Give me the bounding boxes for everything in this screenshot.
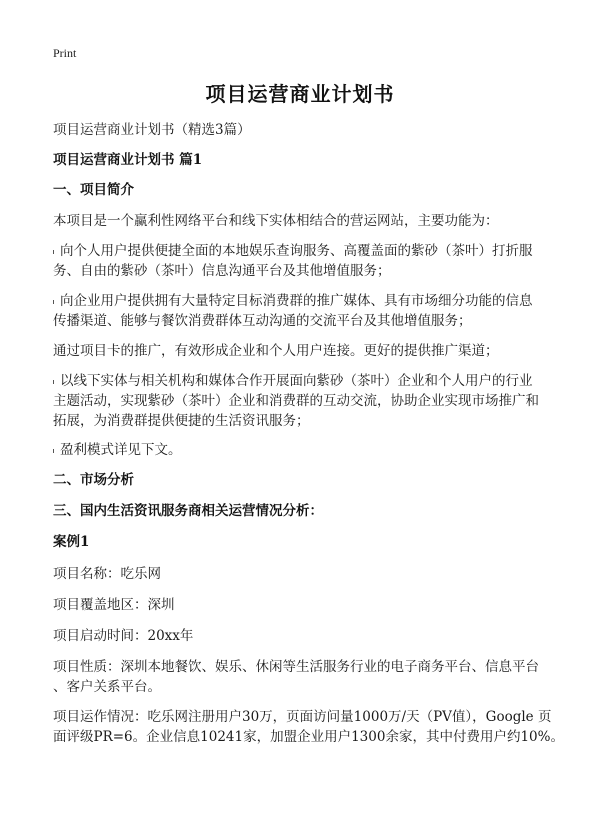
bullet-item — [53, 241, 553, 261]
heading-operations-analysis: 三、国内生活资讯服务商相关运营情况分析： — [53, 503, 323, 519]
bullet-mark — [53, 250, 58, 254]
bullet-text: 盈利模式详见下文。 — [60, 442, 182, 458]
bullet-continuation: 主题活动，实现紫砂（茶叶）企业和消费群的互动交流，协助企业实现市场推广和 — [53, 393, 539, 409]
bullet-continuation: 拓展，为消费群提供便捷的生活资讯服务； — [53, 413, 310, 429]
bullet-text: 向企业用户提供拥有大量特定目标消费群的推广媒体、具有市场细分功能的信息 — [60, 293, 533, 309]
project-start-time: 项目启动时间：20xx年 — [53, 628, 194, 644]
bullet-continuation: 传播渠道、能够与餐饮消费群体互动沟通的交流平台及其他增值服务； — [53, 313, 472, 329]
project-coverage: 项目覆盖地区：深圳 — [53, 597, 175, 613]
bullet-text: 向个人用户提供便捷全面的本地娱乐查询服务、高覆盖面的紫砂（茶叶）打折服 — [60, 243, 533, 259]
case-title: 案例1 — [53, 534, 90, 550]
heading-market-analysis: 二、市场分析 — [53, 472, 134, 488]
bullet-item — [53, 291, 553, 311]
paragraph-card-promotion: 通过项目卡的推广，有效形成企业和个人用户连接。更好的提供推广渠道； — [53, 343, 499, 359]
section-title: 项目运营商业计划书 篇1 — [53, 152, 203, 168]
print-label: Print — [53, 46, 77, 60]
document-title: 项目运营商业计划书 — [205, 82, 395, 106]
heading-project-intro: 一、项目简介 — [53, 182, 134, 198]
bullet-mark — [53, 380, 58, 384]
bullet-item — [53, 440, 553, 460]
project-operations: 项目运作情况：吃乐网注册用户30万，页面访问量1000万/天（PV值），Google 页 — [53, 709, 552, 725]
bullet-continuation: 务、自由的紫砂（茶叶）信息沟通平台及其他增值服务； — [53, 263, 391, 279]
project-nature-continuation: 、客户关系平台。 — [53, 679, 161, 695]
project-name: 项目名称：吃乐网 — [53, 566, 161, 582]
bullet-item — [53, 371, 553, 391]
intro-paragraph: 本项目是一个赢利性网络平台和线下实体相结合的营运网站，主要功能为： — [53, 213, 499, 229]
document-subtitle: 项目运营商业计划书（精选3篇） — [53, 122, 251, 138]
project-operations-continuation: 面评级PR=6。企业信息10241家，加盟企业用户1300余家，其中付费用户约10%。 — [53, 729, 564, 745]
bullet-mark — [53, 300, 58, 304]
project-nature: 项目性质：深圳本地餐饮、娱乐、休闲等生活服务行业的电子商务平台、信息平台 — [53, 659, 539, 675]
bullet-mark — [53, 449, 58, 453]
bullet-text: 以线下实体与相关机构和媒体合作开展面向紫砂（茶叶）企业和个人用户的行业 — [60, 373, 533, 389]
